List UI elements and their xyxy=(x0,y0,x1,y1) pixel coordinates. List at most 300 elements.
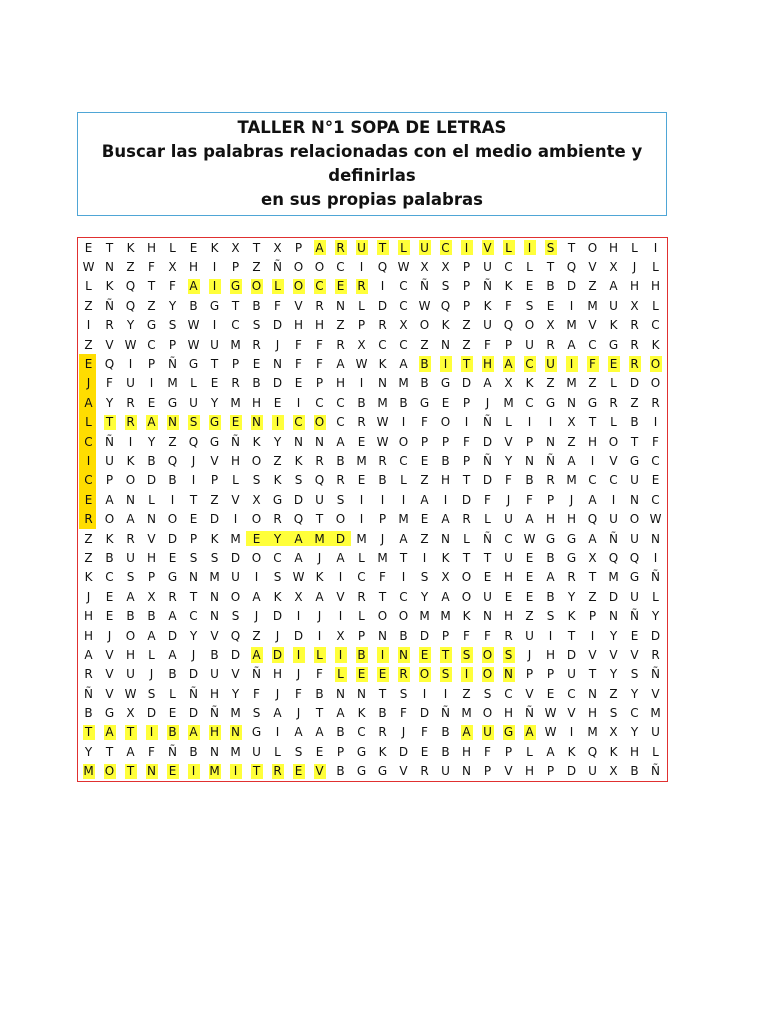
grid-cell: R xyxy=(378,725,387,740)
grid-cell: F xyxy=(505,298,512,313)
grid-cell: I xyxy=(590,453,595,468)
grid-cell: L xyxy=(652,744,659,759)
grid-cell: R xyxy=(357,589,366,604)
grid-cell: O xyxy=(314,415,325,430)
grid-cell: X xyxy=(504,376,513,391)
grid-cell: C xyxy=(315,395,324,410)
grid-cell: F xyxy=(421,725,428,740)
grid-cell: Q xyxy=(440,298,451,313)
grid-cell: H xyxy=(587,706,598,721)
grid-cell: J xyxy=(485,395,490,410)
grid-cell: O xyxy=(608,434,619,449)
grid-cell: G xyxy=(104,706,115,721)
grid-cell: A xyxy=(399,357,408,372)
grid-cell: P xyxy=(336,744,345,759)
grid-cell: C xyxy=(630,706,639,721)
grid-cell: I xyxy=(443,357,448,372)
grid-cell: Y xyxy=(105,395,114,410)
grid-cell: M xyxy=(398,512,409,527)
grid-cell: I xyxy=(359,260,364,275)
grid-cell: D xyxy=(209,512,220,527)
grid-cell: W xyxy=(292,570,305,585)
grid-cell: V xyxy=(105,647,114,662)
grid-cell: I xyxy=(380,647,385,662)
grid-cell: H xyxy=(230,453,241,468)
grid-cell: P xyxy=(546,492,555,507)
grid-cell: Ñ xyxy=(651,667,660,682)
grid-cell: E xyxy=(105,609,114,624)
grid-cell: C xyxy=(189,609,198,624)
grid-cell: M xyxy=(230,337,241,352)
grid-cell: A xyxy=(315,240,324,255)
grid-cell: O xyxy=(650,357,661,372)
grid-cell: B xyxy=(399,395,408,410)
grid-cell: E xyxy=(84,492,93,507)
grid-cell: P xyxy=(462,395,471,410)
grid-cell: I xyxy=(296,609,301,624)
grid-cell: Ñ xyxy=(84,686,93,701)
grid-cell: T xyxy=(630,434,639,449)
grid-cell: Y xyxy=(210,395,219,410)
grid-cell: K xyxy=(210,240,219,255)
grid-cell: Y xyxy=(630,686,639,701)
grid-cell: H xyxy=(566,512,577,527)
grid-cell: L xyxy=(316,647,323,662)
grid-cell: B xyxy=(546,589,555,604)
grid-cell: D xyxy=(146,706,157,721)
grid-cell: Ñ xyxy=(420,279,429,294)
grid-cell: A xyxy=(168,609,177,624)
grid-cell: A xyxy=(525,725,534,740)
grid-cell: C xyxy=(588,473,597,488)
grid-cell: I xyxy=(86,318,91,333)
grid-cell: N xyxy=(315,434,324,449)
grid-cell: Z xyxy=(273,453,282,468)
grid-cell: A xyxy=(105,725,114,740)
grid-cell: A xyxy=(567,453,576,468)
grid-cell: V xyxy=(399,764,408,779)
grid-cell: N xyxy=(336,298,345,313)
grid-cell: K xyxy=(378,744,387,759)
grid-cell: T xyxy=(147,279,156,294)
grid-cell: E xyxy=(483,570,492,585)
grid-cell: Q xyxy=(293,512,304,527)
grid-cell: E xyxy=(420,744,429,759)
grid-cell: P xyxy=(210,473,219,488)
grid-cell: C xyxy=(567,686,576,701)
grid-cell: M xyxy=(377,550,388,565)
grid-cell: A xyxy=(567,337,576,352)
grid-cell: C xyxy=(588,337,597,352)
grid-cell: O xyxy=(230,589,241,604)
grid-cell: Z xyxy=(462,318,471,333)
grid-cell: Z xyxy=(588,279,597,294)
grid-cell: P xyxy=(168,337,177,352)
grid-cell: Ñ xyxy=(252,667,261,682)
grid-cell: B xyxy=(441,725,450,740)
grid-cell: I xyxy=(254,570,259,585)
grid-cell: D xyxy=(566,764,577,779)
grid-cell: I xyxy=(359,376,364,391)
grid-cell: C xyxy=(525,395,534,410)
grid-cell: E xyxy=(210,376,219,391)
grid-cell: P xyxy=(441,628,450,643)
grid-cell: Y xyxy=(147,434,156,449)
grid-cell: Q xyxy=(188,434,199,449)
grid-cell: C xyxy=(399,279,408,294)
grid-cell: O xyxy=(419,667,430,682)
grid-cell: A xyxy=(189,725,198,740)
grid-cell: Y xyxy=(567,589,576,604)
grid-cell: T xyxy=(189,492,198,507)
grid-cell: Z xyxy=(420,531,429,546)
grid-cell: N xyxy=(441,531,450,546)
grid-cell: R xyxy=(630,337,639,352)
grid-cell: L xyxy=(526,744,533,759)
grid-cell: A xyxy=(441,589,450,604)
grid-cell: X xyxy=(294,589,303,604)
grid-cell: X xyxy=(441,260,450,275)
grid-cell: O xyxy=(482,647,493,662)
grid-cell: A xyxy=(336,357,345,372)
grid-cell: I xyxy=(422,686,427,701)
grid-cell: Ñ xyxy=(105,298,114,313)
grid-cell: I xyxy=(653,415,658,430)
grid-cell: I xyxy=(170,492,175,507)
grid-cell: T xyxy=(399,550,408,565)
grid-cell: D xyxy=(629,376,640,391)
grid-cell: I xyxy=(569,725,574,740)
grid-cell: Q xyxy=(314,473,325,488)
grid-cell: I xyxy=(149,376,154,391)
grid-cell: Y xyxy=(273,434,282,449)
grid-cell: M xyxy=(230,744,241,759)
grid-cell: D xyxy=(419,628,430,643)
grid-cell: I xyxy=(359,512,364,527)
grid-cell: J xyxy=(149,667,154,682)
grid-cell: S xyxy=(252,706,261,721)
grid-cell: P xyxy=(462,453,471,468)
grid-cell: H xyxy=(503,706,514,721)
grid-cell: O xyxy=(440,415,451,430)
grid-cell: W xyxy=(397,260,410,275)
grid-cell: E xyxy=(273,395,282,410)
grid-cell: X xyxy=(630,298,639,313)
grid-cell: A xyxy=(420,492,429,507)
grid-cell: W xyxy=(649,512,662,527)
grid-cell: P xyxy=(378,512,387,527)
grid-cell: L xyxy=(610,376,617,391)
grid-cell: O xyxy=(335,512,346,527)
grid-cell: W xyxy=(124,337,137,352)
grid-cell: E xyxy=(546,298,555,313)
grid-cell: U xyxy=(189,395,198,410)
grid-cell: B xyxy=(189,744,198,759)
grid-cell: N xyxy=(168,415,177,430)
grid-cell: F xyxy=(463,628,470,643)
grid-cell: B xyxy=(378,706,387,721)
grid-cell: X xyxy=(546,318,555,333)
grid-cell: G xyxy=(566,531,577,546)
grid-cell: D xyxy=(566,647,577,662)
grid-cell: A xyxy=(336,434,345,449)
grid-cell: F xyxy=(169,279,176,294)
grid-cell: A xyxy=(84,647,93,662)
grid-cell: B xyxy=(210,647,219,662)
grid-cell: D xyxy=(272,318,283,333)
grid-cell: A xyxy=(546,570,555,585)
grid-cell: W xyxy=(544,706,557,721)
grid-cell: A xyxy=(105,492,114,507)
grid-cell: I xyxy=(401,570,406,585)
grid-cell: U xyxy=(609,298,618,313)
grid-cell: B xyxy=(168,725,177,740)
grid-cell: D xyxy=(167,628,178,643)
grid-cell: V xyxy=(294,298,303,313)
grid-cell: F xyxy=(484,337,491,352)
grid-cell: V xyxy=(525,686,534,701)
grid-cell: E xyxy=(294,764,303,779)
grid-cell: E xyxy=(420,512,429,527)
grid-cell: T xyxy=(84,725,93,740)
grid-cell: N xyxy=(588,686,597,701)
grid-cell: M xyxy=(566,318,577,333)
grid-cell: C xyxy=(336,395,345,410)
grid-cell: O xyxy=(251,279,262,294)
grid-cell: Ñ xyxy=(609,531,618,546)
grid-cell: M xyxy=(230,531,241,546)
grid-cell: E xyxy=(525,570,534,585)
grid-cell: I xyxy=(212,260,217,275)
grid-cell: R xyxy=(462,512,471,527)
grid-cell: Ñ xyxy=(483,531,492,546)
grid-cell: Ñ xyxy=(525,706,534,721)
grid-cell: D xyxy=(272,647,283,662)
grid-cell: W xyxy=(355,357,368,372)
grid-cell: W xyxy=(124,686,137,701)
grid-cell: I xyxy=(296,395,301,410)
grid-cell: U xyxy=(525,628,534,643)
grid-cell: B xyxy=(168,473,177,488)
grid-cell: F xyxy=(379,570,386,585)
grid-cell: O xyxy=(293,260,304,275)
grid-cell: U xyxy=(441,764,450,779)
grid-cell: J xyxy=(527,647,532,662)
grid-cell: E xyxy=(105,589,114,604)
grid-cell: K xyxy=(567,609,576,624)
grid-cell: X xyxy=(231,240,240,255)
title-box xyxy=(77,112,667,216)
grid-cell: B xyxy=(420,357,429,372)
grid-cell: I xyxy=(191,764,196,779)
grid-cell: Ñ xyxy=(483,453,492,468)
grid-cell: T xyxy=(315,706,324,721)
grid-cell: R xyxy=(546,337,555,352)
grid-cell: J xyxy=(275,337,280,352)
grid-cell: I xyxy=(422,550,427,565)
grid-cell: T xyxy=(126,764,135,779)
grid-cell: B xyxy=(189,298,198,313)
grid-cell: R xyxy=(315,298,324,313)
grid-cell: G xyxy=(251,725,262,740)
grid-cell: J xyxy=(569,492,574,507)
grid-cell: H xyxy=(461,744,472,759)
grid-cell: Q xyxy=(230,628,241,643)
grid-cell: L xyxy=(169,240,176,255)
grid-cell: J xyxy=(86,589,91,604)
grid-cell: C xyxy=(651,492,660,507)
grid-cell: S xyxy=(252,318,261,333)
grid-cell: V xyxy=(315,764,324,779)
grid-cell: G xyxy=(230,279,241,294)
grid-cell: E xyxy=(525,550,534,565)
grid-cell: U xyxy=(483,260,492,275)
grid-cell: O xyxy=(398,609,409,624)
grid-cell: Ñ xyxy=(483,415,492,430)
grid-cell: V xyxy=(609,453,618,468)
grid-cell: K xyxy=(210,531,219,546)
grid-cell: E xyxy=(630,628,639,643)
grid-cell: C xyxy=(399,453,408,468)
grid-cell: J xyxy=(191,647,196,662)
grid-cell: L xyxy=(631,240,638,255)
grid-cell: O xyxy=(293,279,304,294)
grid-cell: A xyxy=(126,589,135,604)
grid-cell: Y xyxy=(504,453,513,468)
grid-cell: X xyxy=(588,550,597,565)
grid-cell: R xyxy=(651,395,660,410)
grid-cell: I xyxy=(86,453,91,468)
grid-cell: N xyxy=(441,337,450,352)
grid-cell: G xyxy=(419,395,430,410)
grid-cell: W xyxy=(544,725,557,740)
grid-cell: V xyxy=(147,531,156,546)
grid-cell: F xyxy=(484,744,491,759)
grid-cell: I xyxy=(296,647,301,662)
grid-cell: S xyxy=(294,744,303,759)
grid-cell: Q xyxy=(608,550,619,565)
grid-cell: O xyxy=(125,473,136,488)
grid-cell: T xyxy=(105,240,114,255)
grid-cell: L xyxy=(400,473,407,488)
grid-cell: C xyxy=(525,357,534,372)
grid-cell: F xyxy=(316,357,323,372)
grid-cell: B xyxy=(357,395,366,410)
grid-cell: Z xyxy=(84,337,93,352)
grid-cell: R xyxy=(105,318,114,333)
grid-cell: Ñ xyxy=(105,434,114,449)
grid-cell: S xyxy=(336,492,345,507)
grid-cell: D xyxy=(482,473,493,488)
grid-cell: K xyxy=(567,744,576,759)
grid-cell: I xyxy=(464,240,469,255)
grid-cell: L xyxy=(337,667,344,682)
grid-cell: K xyxy=(525,376,534,391)
grid-cell: L xyxy=(358,298,365,313)
grid-cell: G xyxy=(209,415,220,430)
grid-cell: U xyxy=(483,725,492,740)
grid-cell: R xyxy=(378,318,387,333)
grid-cell: F xyxy=(589,357,596,372)
grid-cell: V xyxy=(231,492,240,507)
grid-cell: D xyxy=(377,298,388,313)
grid-cell: K xyxy=(84,570,93,585)
grid-cell: N xyxy=(630,492,639,507)
grid-cell: Z xyxy=(462,337,471,352)
grid-cell: N xyxy=(462,764,471,779)
grid-cell: Q xyxy=(587,744,598,759)
grid-cell: K xyxy=(378,357,387,372)
grid-cell: R xyxy=(546,473,555,488)
grid-cell: U xyxy=(546,357,555,372)
grid-cell: H xyxy=(83,609,94,624)
word-search-grid xyxy=(77,237,668,782)
grid-cell: Ñ xyxy=(231,434,240,449)
grid-cell: A xyxy=(315,725,324,740)
grid-cell: K xyxy=(441,318,450,333)
grid-cell: H xyxy=(629,279,640,294)
grid-cell: B xyxy=(84,706,93,721)
grid-cell: Z xyxy=(525,609,534,624)
grid-cell: J xyxy=(86,376,91,391)
grid-cell: C xyxy=(357,570,366,585)
grid-cell: H xyxy=(482,357,493,372)
grid-cell: G xyxy=(545,531,556,546)
grid-cell: F xyxy=(253,686,260,701)
grid-cell: B xyxy=(546,279,555,294)
grid-cell: B xyxy=(441,744,450,759)
grid-cell: F xyxy=(295,686,302,701)
grid-cell: Q xyxy=(125,279,136,294)
grid-cell: N xyxy=(483,609,492,624)
grid-cell: D xyxy=(230,550,241,565)
grid-cell: H xyxy=(83,628,94,643)
grid-cell: K xyxy=(462,609,471,624)
grid-cell: J xyxy=(317,609,322,624)
grid-cell: T xyxy=(462,357,471,372)
grid-cell: I xyxy=(149,725,154,740)
grid-cell: G xyxy=(503,725,514,740)
grid-cell: H xyxy=(314,318,325,333)
grid-cell: Ñ xyxy=(273,260,282,275)
grid-cell: V xyxy=(210,628,219,643)
grid-cell: R xyxy=(231,376,240,391)
grid-cell: B xyxy=(168,667,177,682)
grid-cell: Y xyxy=(168,298,177,313)
grid-cell: E xyxy=(294,376,303,391)
grid-cell: N xyxy=(546,434,555,449)
grid-cell: I xyxy=(590,628,595,643)
grid-cell: F xyxy=(526,492,533,507)
grid-cell: J xyxy=(254,609,259,624)
grid-cell: J xyxy=(296,667,301,682)
grid-cell: T xyxy=(378,240,387,255)
grid-cell: T xyxy=(567,240,576,255)
grid-cell: M xyxy=(566,376,577,391)
grid-cell: L xyxy=(610,415,617,430)
grid-cell: L xyxy=(358,550,365,565)
grid-cell: C xyxy=(336,260,345,275)
grid-cell: G xyxy=(629,570,640,585)
grid-cell: E xyxy=(84,357,93,372)
grid-cell: W xyxy=(418,298,431,313)
grid-cell: O xyxy=(104,764,115,779)
grid-cell: T xyxy=(105,744,114,759)
grid-cell: K xyxy=(609,318,618,333)
grid-cell: Y xyxy=(630,725,639,740)
grid-cell: L xyxy=(274,744,281,759)
grid-cell: N xyxy=(378,628,387,643)
